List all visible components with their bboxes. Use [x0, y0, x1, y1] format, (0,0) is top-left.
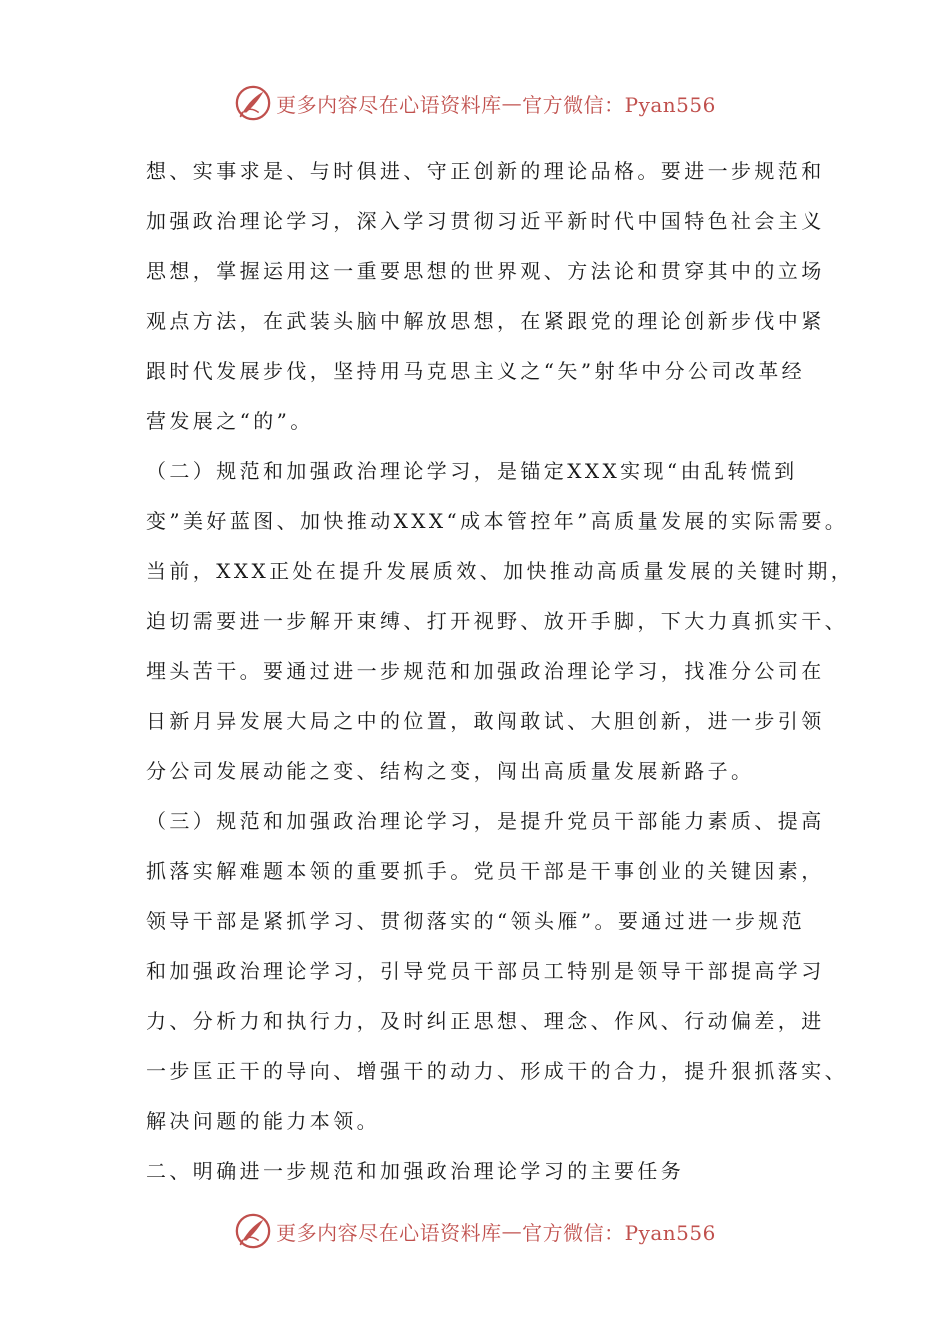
- body-line: 变”美好蓝图、加快推动XXX“成本管控年”高质量发展的实际需要。: [146, 509, 849, 533]
- header-wechat-text: 官方微信：Pyan556: [522, 92, 716, 117]
- footer-wechat-text: 官方微信：Pyan556: [522, 1220, 716, 1245]
- body-line: 一步匡正干的导向、增强干的动力、形成干的合力，提升狠抓落实、: [146, 1059, 848, 1083]
- pen-logo-icon: [234, 1212, 272, 1250]
- body-line: 跟时代发展步伐，坚持用马克思主义之“矢”射华中分公司改革经: [146, 359, 806, 383]
- body-line: 迫切需要进一步解开束缚、打开视野、放开手脚，下大力真抓实干、: [146, 609, 848, 633]
- header-separator: —: [501, 91, 523, 115]
- body-line: 抓落实解难题本领的重要抓手。党员干部是干事创业的关键因素，: [146, 859, 825, 883]
- body-line: 营发展之“的”。: [146, 409, 314, 433]
- footer-brand-text: 更多内容尽在心语资料库: [276, 1220, 502, 1245]
- body-line: 当前，XXX正处在提升发展质效、加快推动高质量发展的关键时期，: [146, 559, 855, 583]
- section-heading: 二、明确进一步规范和加强政治理论学习的主要任务: [146, 1159, 685, 1183]
- body-line: 领导干部是紧抓学习、贯彻落实的“领头雁”。要通过进一步规范: [146, 909, 806, 933]
- body-line: 力、分析力和执行力，及时纠正思想、理念、作风、行动偏差，进: [146, 1009, 825, 1033]
- body-line: 想、实事求是、与时俱进、守正创新的理论品格。要进一步规范和: [146, 159, 825, 183]
- footer-banner: [0, 1209, 950, 1253]
- body-line: （三）规范和加强政治理论学习，是提升党员干部能力素质、提高: [146, 809, 825, 833]
- footer-separator: —: [501, 1219, 523, 1243]
- body-line: 分公司发展动能之变、结构之变，闯出高质量发展新路子。: [146, 759, 755, 783]
- pen-logo-icon: [234, 84, 272, 122]
- body-line: 和加强政治理论学习，引导党员干部员工特别是领导干部提高学习: [146, 959, 825, 983]
- body-line: 思想，掌握运用这一重要思想的世界观、方法论和贯穿其中的立场: [146, 259, 825, 283]
- document-body: [146, 146, 855, 1196]
- body-line: 日新月异发展大局之中的位置，敢闯敢试、大胆创新，进一步引领: [146, 709, 825, 733]
- header-brand-text: 更多内容尽在心语资料库: [276, 92, 502, 117]
- body-line: 加强政治理论学习，深入学习贯彻习近平新时代中国特色社会主义: [146, 209, 825, 233]
- body-line: 解决问题的能力本领。: [146, 1109, 380, 1133]
- body-line: 埋头苦干。要通过进一步规范和加强政治理论学习，找准分公司在: [146, 659, 825, 683]
- header-banner: [0, 81, 950, 125]
- body-line: 观点方法，在武装头脑中解放思想，在紧跟党的理论创新步伐中紧: [146, 309, 825, 333]
- body-line: （二）规范和加强政治理论学习，是锚定XXX实现“由乱转慌到: [146, 459, 798, 483]
